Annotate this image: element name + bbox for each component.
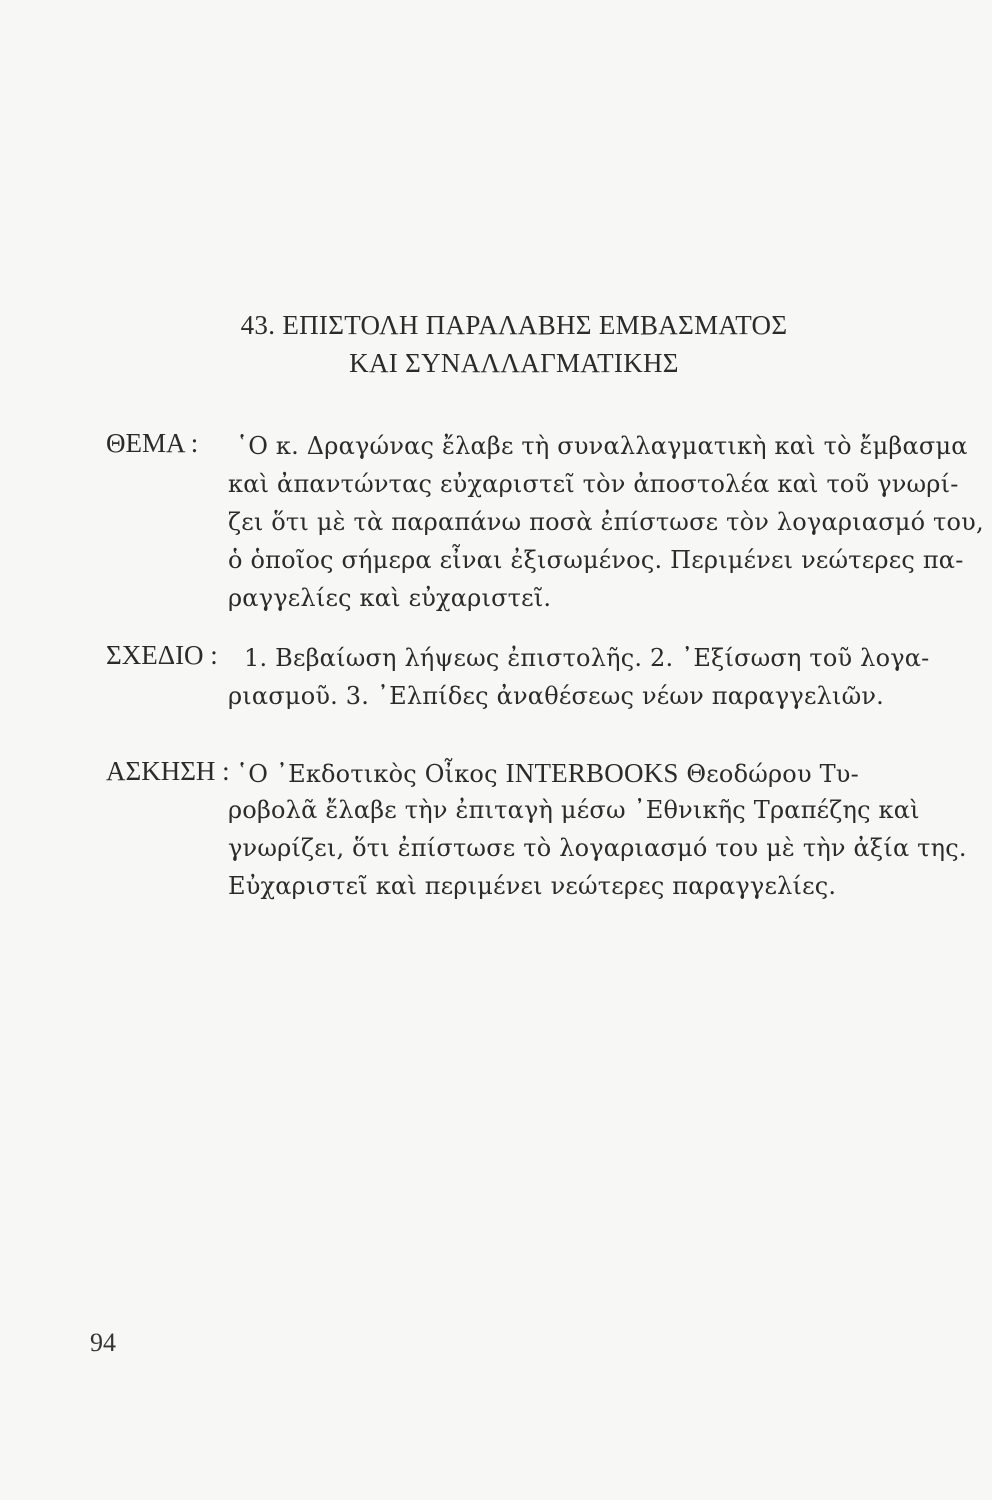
askisi-line-1 <box>236 758 859 789</box>
chapter-title-line-1: 43. ΕΠΙΣΤΟΛΗ ΠΑΡΑΛΑΒΗΣ ΕΜΒΑΣΜΑΤΟΣ <box>240 310 788 340</box>
thema-label: ΘΕΜΑ : <box>106 428 199 458</box>
thema-line-4: ὁ ὁποῖος σήμερα εἶναι ἐξισωμένος. Περιμένει νεώτερες πα- <box>228 546 964 574</box>
publisher-name: INTERBOOKS <box>505 758 679 788</box>
schedio-label: ΣΧΕΔΙΟ : <box>106 640 218 670</box>
askisi-line-1-end: Θεοδώρου Τυ- <box>686 760 859 788</box>
thema-line-3: ζει ὅτι μὲ τὰ παραπάνω ποσὰ ἐπίστωσε τὸν λογαριασμό του, <box>228 508 984 536</box>
askisi-label: ΑΣΚΗΣΗ : <box>106 756 230 786</box>
thema-line-2: καὶ ἀπαντώντας εὐχαριστεῖ τὸν ἀποστολέα καὶ τοῦ γνωρί- <box>228 470 959 498</box>
askisi-line-4: Εὐχαριστεῖ καὶ περιμένει νεώτερες παραγγελίες. <box>228 872 837 900</box>
askisi-line-1-start: ῾Ο ᾿Εκδοτικὸς Οἶκος <box>236 760 498 788</box>
schedio-line-1: 1. Βεβαίωση λήψεως ἐπιστολῆς. 2. ᾿Εξίσωση τοῦ λογα- <box>244 644 930 672</box>
askisi-line-3: γνωρίζει, ὅτι ἐπίστωσε τὸ λογαριασμό του μὲ τὴν ἀξία της. <box>228 834 967 862</box>
schedio-line-2: ριασμοῦ. 3. ᾿Ελπίδες ἀναθέσεως νέων παραγγελιῶν. <box>228 682 884 710</box>
askisi-line-2: ροβολᾶ ἔλαβε τὴν ἐπιταγὴ μέσω ᾿Εθνικῆς Τραπέζης καὶ <box>228 796 920 824</box>
page-number: 94 <box>90 1328 116 1357</box>
thema-line-5: ραγγελίες καὶ εὐχαριστεῖ. <box>228 584 552 612</box>
chapter-title-line-2: ΚΑΙ ΣΥΝΑΛΛΑΓΜΑΤΙΚΗΣ <box>349 348 679 378</box>
thema-line-1: ῾Ο κ. Δραγώνας ἔλαβε τὴ συναλλαγματικὴ καὶ τὸ ἔμβασμα <box>236 432 968 460</box>
